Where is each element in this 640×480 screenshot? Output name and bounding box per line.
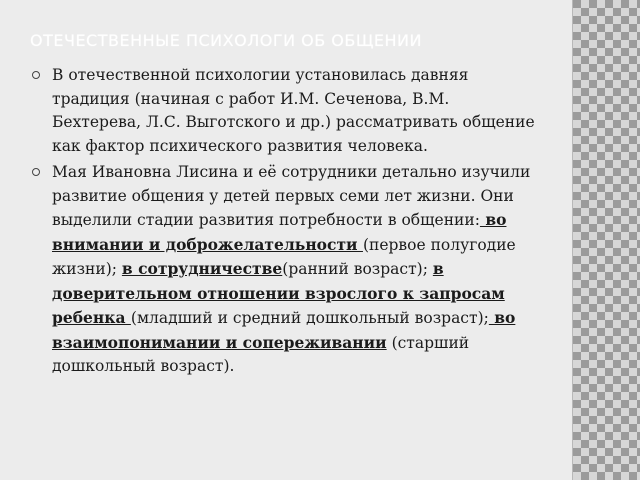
bullet-item-2 [32,161,537,379]
bullet-1-text: В отечественной психологии установилась давняя традиция (начиная с работ И.М. Сеченова, В.М. Бехтерева, Л.С. Выготского и др.) рассматривать общение как фактор психического развития человека. [52,66,535,155]
stage-2-age: (ранний возраст); [282,260,433,278]
stage-4-age: (старший дошкольный возраст). [52,333,470,375]
bullet-icon [32,71,40,79]
slide-title: ОТЕЧЕСТВЕННЫЕ ПСИХОЛОГИ ОБ ОБЩЕНИИ [30,31,422,50]
bullet-icon [32,168,40,176]
stage-1-term: во внимании и доброжелательности [52,210,507,254]
decorative-side-pattern [572,0,640,480]
stage-1-age: (первое полугодие жизни); [52,235,516,278]
stage-3-age: (младший и средний дошкольный возраст); [130,309,489,327]
bullet-list [32,64,537,382]
stage-2-term: в сотрудничестве [121,259,283,278]
stage-3-term: в доверительном отношении взрослого к запросам ребенка [52,259,505,327]
bullet-2-intro: Мая Ивановна Лисина и её сотрудники детально изучили развитие общения у детей первых семи лет жизни. Они выделили стадии развития потребности в общении: [52,163,531,229]
bullet-item-1 [32,64,537,158]
stage-4-term: во взаимопонимании и сопереживании [52,308,516,352]
